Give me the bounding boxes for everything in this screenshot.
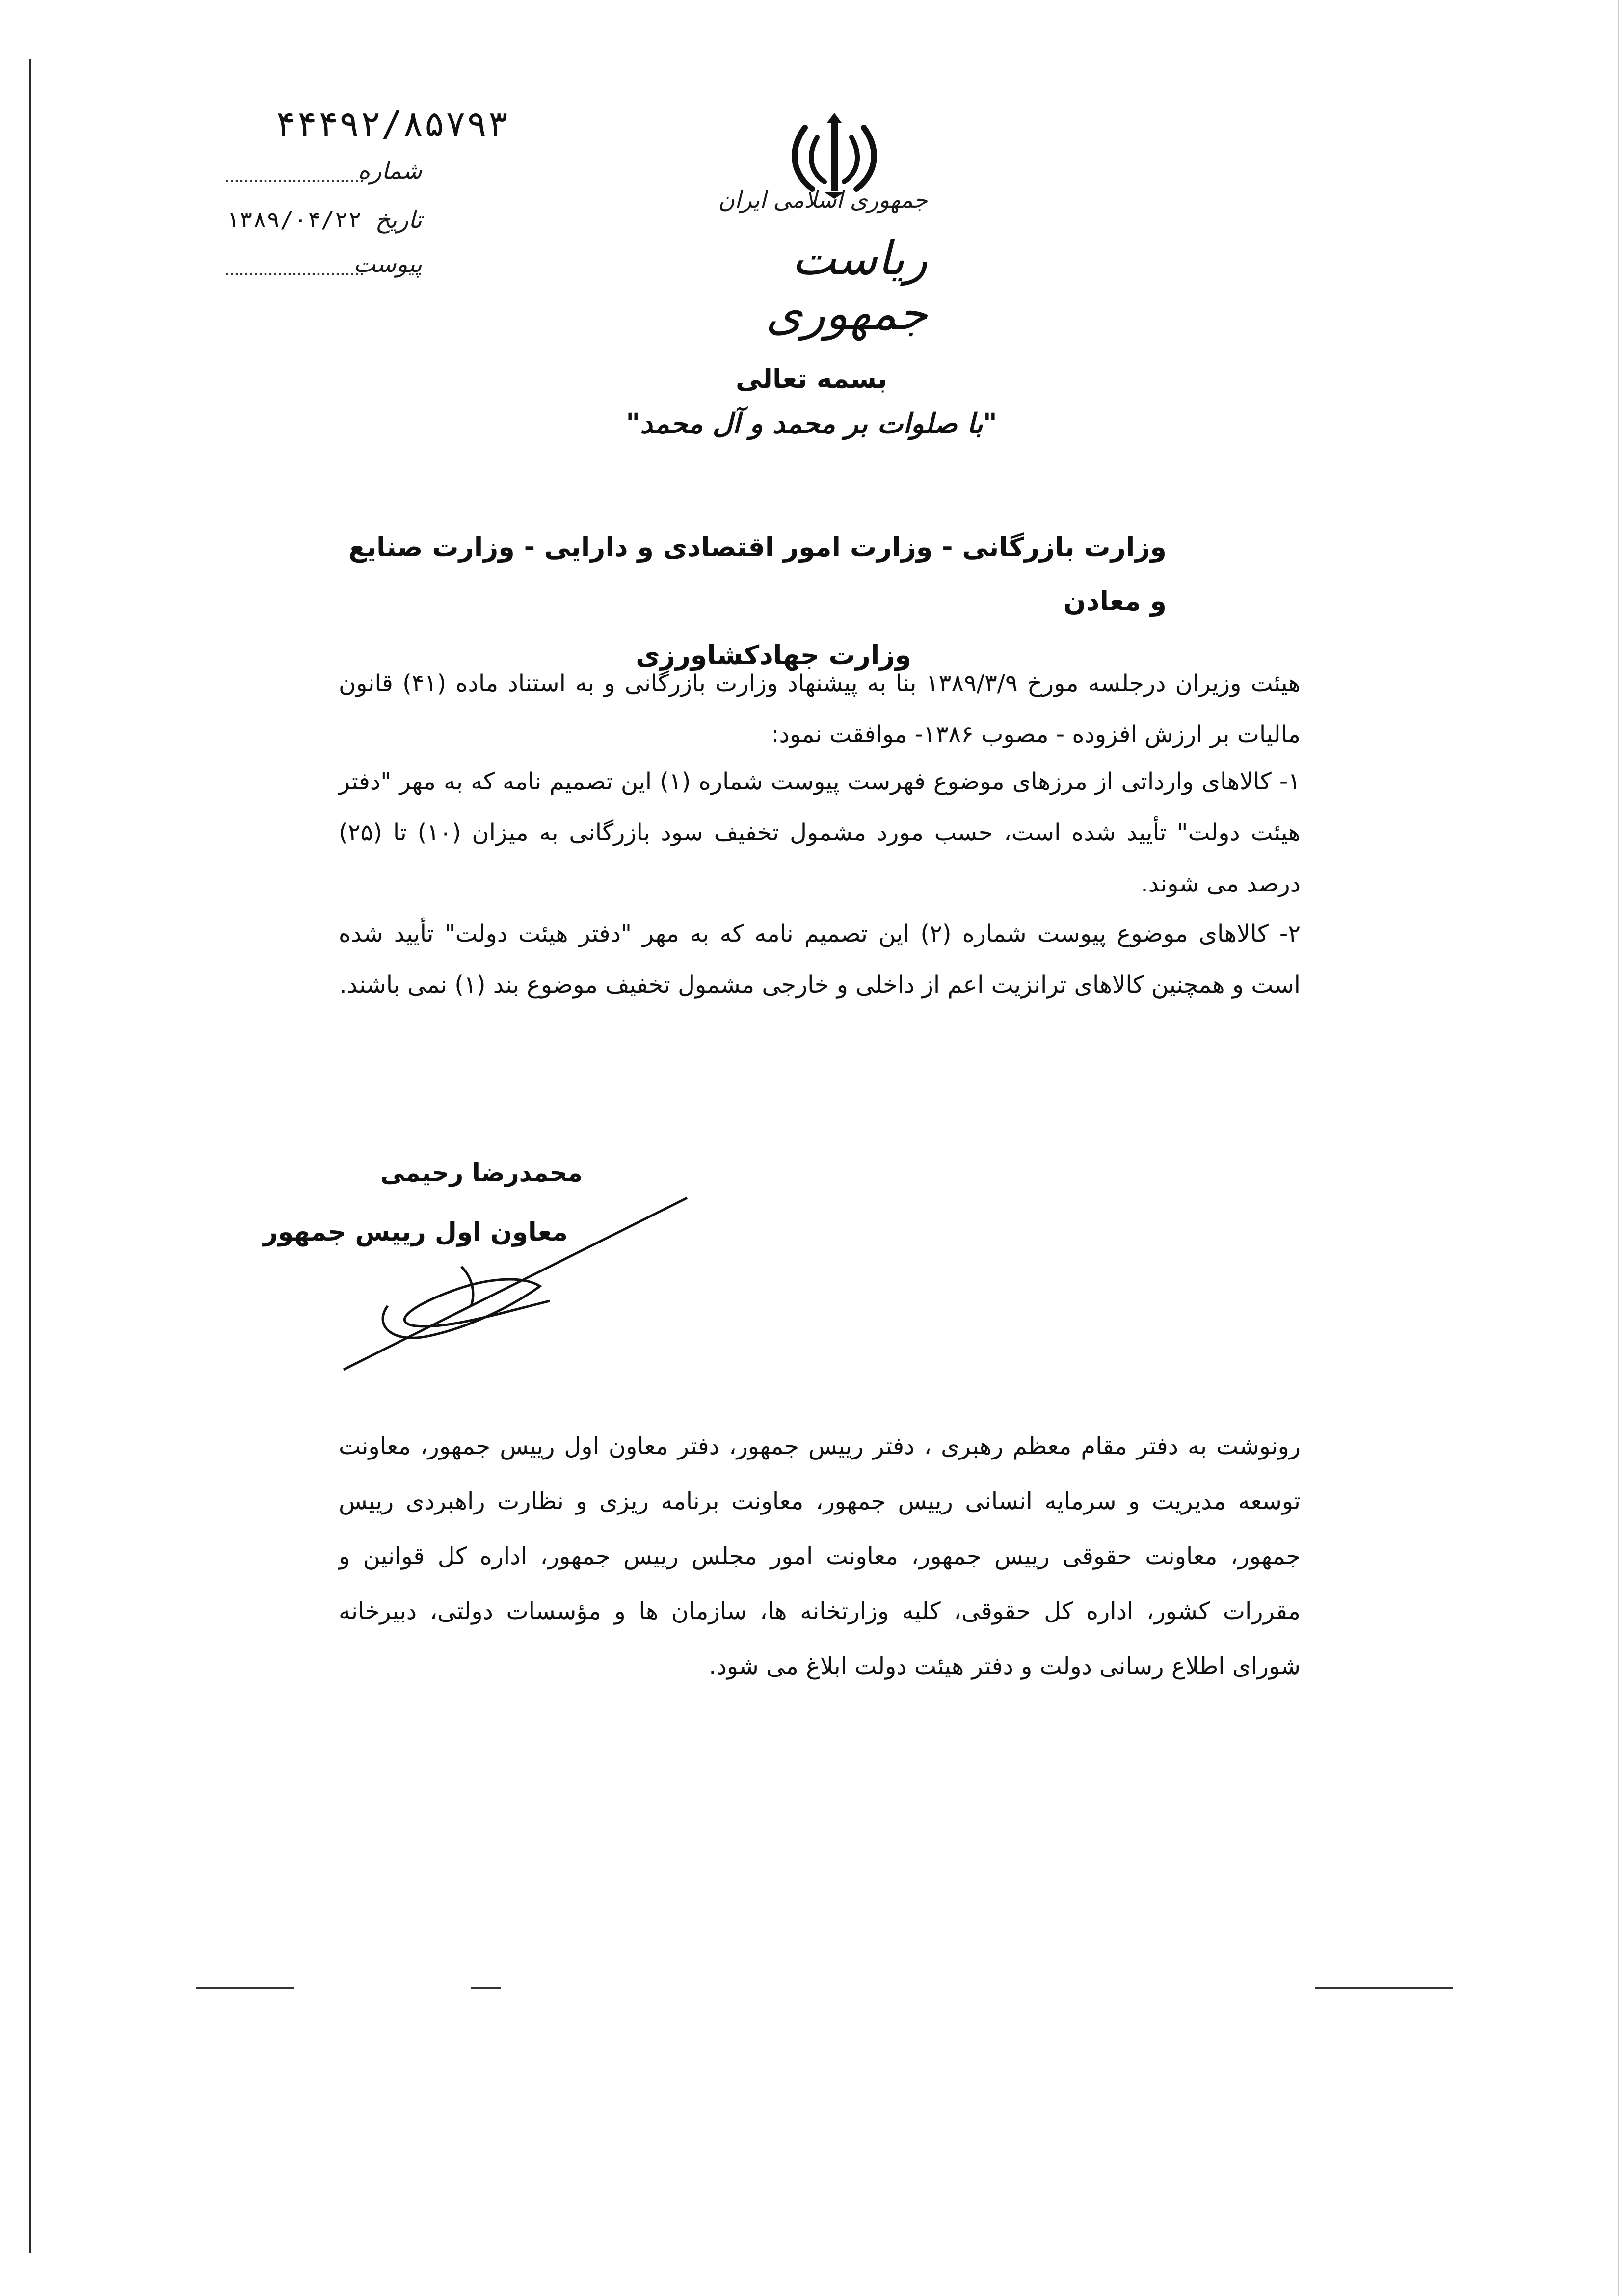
recipients-line-2: وزارت جهادکشاورزی (636, 640, 911, 671)
recipients-line-1: وزارت بازرگانی - وزارت امور اقتصادی و دارایی - وزارت صنایع و معادن (348, 532, 1167, 617)
number-row (226, 157, 422, 191)
reference-number: ۴۴۴۹۲/۸۵۷۹۳ (275, 103, 509, 144)
number-dots (226, 180, 363, 182)
signatory-name: محمدرضا رحیمی (380, 1159, 583, 1187)
date-value: ۱۳۸۹/۰۴/۲۲ (226, 206, 362, 233)
body-intro: هیئت وزیران درجلسه مورخ ۱۳۸۹/۳/۹ بنا به پیشنهاد وزارت بازرگانی و به استناد ماده (۴۱) قانون مالیات بر ارزش افزوده - مصوب ۱۳۸۶- موافقت نمود: (339, 670, 1301, 748)
footer-line-left (196, 1987, 294, 1989)
attachment-dots (226, 273, 363, 275)
cc-distribution: رونوشت به دفتر مقام معظم رهبری ، دفتر رییس جمهور، دفتر معاون اول رییس جمهور، معاونت توسعه مدیریت و سرمایه انسانی رییس جمهور، معاونت برنامه ریزی و نظارت راهبردی رییس جمهور، معاونت حقوقی رییس جمهور، معاونت امور مجلس رییس جمهور، اداره کل قوانین و مقررات کشور، اداره کل حقوقی، کلیه وزارتخانه ها، سازمان ها و مؤسسات دولتی، دبیرخانه شورای اطلاع رسانی دولت و دفتر هیئت دولت ابلاغ می شود. (339, 1432, 1301, 1680)
country-name: جمهوری اسلامی ایران (718, 187, 928, 213)
body-item-1: ۱- کالاهای وارداتی از مرزهای موضوع فهرست پیوست شماره (۱) این تصمیم نامه که به مهر "دفتر هیئت دولت" تأیید شده است، حسب مورد مشمول تخفیف سود بازرگانی به میزان (۱۰) تا (۲۵) درصد می شوند. (339, 768, 1301, 897)
scan-edge-right (1618, 0, 1619, 2296)
signatory-title: معاون اول رییس جمهور (263, 1217, 568, 1247)
office-name: ریاست جمهوری (765, 231, 928, 341)
date-label: تاریخ (375, 206, 422, 234)
handwritten-signature (314, 1178, 707, 1384)
number-label: شماره (358, 157, 422, 185)
date-row (226, 206, 422, 241)
attachment-label: پیوست (353, 250, 422, 278)
attachment-row (226, 250, 422, 285)
body-item-2: ۲- کالاهای موضوع پیوست شماره (۲) این تصمیم نامه که به مهر "دفتر هیئت دولت" تأیید شده است و همچنین کالاهای ترانزیت اعم از داخلی و خارجی مشمول تخفیف موضوع بند (۱) نمی باشند. (339, 920, 1301, 999)
blessing: "با صلوات بر محمد و آل محمد" (626, 407, 997, 440)
invocation: بسمه تعالی (736, 363, 887, 394)
footer-line-center (471, 1987, 501, 1989)
footer-line-right (1315, 1987, 1453, 1989)
